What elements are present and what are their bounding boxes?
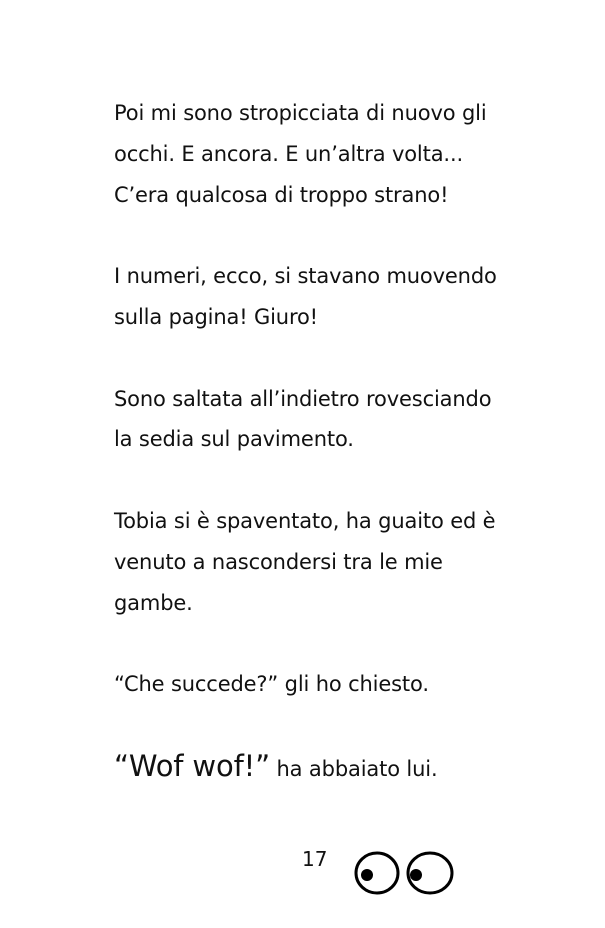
dog-bark-text: “Wof wof!”: [114, 748, 270, 783]
text-line: C’era qualcosa di troppo strano!: [114, 182, 449, 207]
paragraph-5: [114, 664, 534, 705]
text-line: Poi mi sono stropicciata di nuovo gli: [114, 101, 487, 125]
text-line: Sono saltata all’indietro rovesciando: [114, 386, 492, 411]
paragraph-4: [114, 501, 534, 623]
paragraph-3: [114, 379, 534, 461]
text-line: la sedia sul pavimento.: [114, 427, 354, 452]
right-pupil-icon: [410, 869, 422, 881]
text-line: I numeri, ecco, si stavano muovendo: [114, 264, 497, 289]
eyes-icon: [350, 848, 458, 900]
text-line: Tobia si è spaventato, ha guaito ed è: [114, 508, 496, 533]
left-pupil-icon: [361, 869, 373, 881]
text-line: occhi. E ancora. E un’altra volta...: [114, 141, 463, 166]
text-line: [114, 746, 534, 790]
dog-bark-rest: ha abbaiato lui.: [270, 756, 438, 781]
text-line: sulla pagina! Giuro!: [114, 304, 318, 329]
paragraph-1: [114, 93, 534, 215]
text-line: “Che succede?” gli ho chiesto.: [114, 672, 429, 697]
page-text: [114, 93, 534, 790]
page-number: 17: [302, 847, 328, 871]
paragraph-6: [114, 746, 534, 790]
paragraph-2: [114, 256, 534, 338]
text-line: venuto a nascondersi tra le mie: [114, 549, 443, 574]
text-line: gambe.: [114, 590, 193, 615]
